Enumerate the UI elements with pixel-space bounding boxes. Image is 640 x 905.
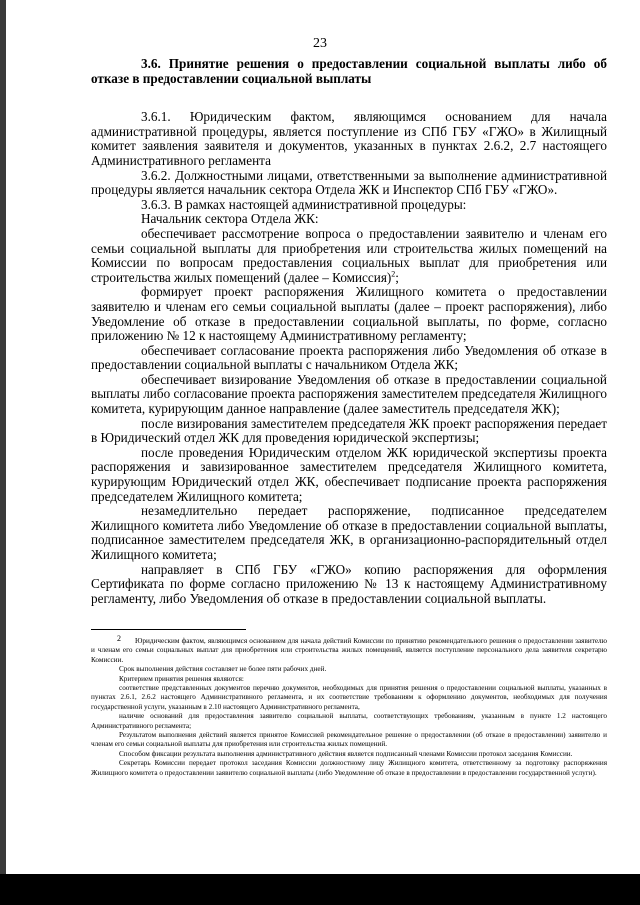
footnote-criterion-2: наличие оснований для предоставления заявителю социальной выплаты, соответствующих требованиям, указанным в пункте 1.2 настоящего Административного регламента; — [91, 712, 607, 730]
paragraph-ensures: обеспечивает рассмотрение вопроса о предоставлении заявителю и членам его семьи социальной выплаты для приобретения или строительства жилых помещений на Комиссии по вопросам предоставления социальных выплат для приобретения или строительства жилых помещений (далее – Комиссия)$^2$; — [91, 225, 607, 285]
paragraph-3-6-3: 3.6.3. В рамках настоящей административной процедуры: — [141, 196, 467, 212]
scan-edge-shadow — [0, 0, 6, 874]
paragraph-head-of-sector: Начальник сектора Отдела ЖК: — [141, 211, 319, 227]
paragraph-3-6-1: 3.6.1. Юридическим фактом, являющимся основанием для начала административной процедуры, является поступление из СПб ГБУ «ГЖО» в Жилищный комитет заявления заявителя и документов, указанных в пунктах 2.6.2, 2.7 настоящего Административного регламента — [91, 109, 607, 168]
footnote-mark: 2 — [117, 634, 121, 643]
paragraph-immediately: незамедлительно передает распоряжение, подписанное председателем Жилищного комитета либо Уведомление об отказе в предоставлении социальной выплаты, подписанное заместителем председателя ЖК, в организационно-распорядительный отдел Жилищного комитета; — [91, 503, 607, 562]
scan-bottom-border — [0, 874, 640, 905]
paragraph-after-expertise: после проведения Юридическим отделом ЖК юридической экспертизы проекта распоряжения и завизированное заместителем председателя Жилищного комитета, курирующим Юридический отдел ЖК, обеспечивает подписание проекта распоряжения председателем Жилищного комитета; — [91, 444, 607, 504]
paragraph-approval: обеспечивает согласование проекта распоряжения либо Уведомления об отказе в предоставлении социальной выплаты с начальником Отдела ЖК; — [91, 342, 607, 373]
paragraph-sends: направляет в СПб ГБУ «ГЖО» копию распоряжения для оформления Сертификата по форме согласно приложению № 13 к настоящему Административному регламенту, либо Уведомления об отказе в предоставлении социальной выплаты. — [91, 561, 607, 606]
footnote-secretary: Секретарь Комиссии передает протокол заседания Комиссии должностному лицу Жилищного комитета, ответственному за подготовку распоряжения Жилищного комитета о предоставлении заявителю социальной выплаты (либо Уведомление об отказе в предоставлении в предоставлении государственной услуги). — [91, 759, 607, 777]
footnote-term: Срок выполнения действия составляет не более пяти рабочих дней. — [119, 665, 327, 674]
page-number: 23 — [313, 36, 327, 51]
paragraph-forms: формирует проект распоряжения Жилищного комитета о предоставлении заявителю и членам его семьи социальной выплаты (далее – проект распоряжения), либо Уведомление об отказе в предоставлении социальной выплаты, по форме, согласно приложению № 12 к настоящему Административному регламенту; — [91, 284, 607, 344]
footnote-criteria: Критерием принятия решения являются: — [119, 674, 244, 683]
ensures-text: обеспечивает рассмотрение вопроса о предоставлении заявителю и членам его семьи социальной выплаты для приобретения или строительства жилых помещений на Комиссии по вопросам предоставления социальных выплат для приобретения или строительства жилых помещений (далее – Комиссия) — [91, 225, 607, 285]
footnote-fixation: Способом фиксации результата выполнения административного действия является подписанный членами Комиссии протокол заседания Комиссии. — [119, 749, 573, 758]
footnote-fact — [91, 634, 607, 665]
paragraph-3-6-2: 3.6.2. Должностными лицами, ответственными за выполнение административной процедуры является начальник сектора Отдела ЖК и Инспектор СПб ГБУ «ГЖО». — [91, 167, 607, 198]
footnote-divider — [91, 629, 246, 630]
footnote-result: Результатом выполнения действий является принятое Комиссией рекомендательное решение о предоставлении (об отказе в предоставлении) заявителю и членам его семьи социальной выплаты для приобретения или строительства жилых помещений. — [91, 731, 607, 749]
footnote-block — [91, 634, 607, 778]
footnote-fact-text: Юридическим фактом, являющимся основанием для начала действий Комиссии по принятию рекомендательного решения о предоставлении заявителю и членам его семьи социальных выплат для приобретения или строительства жилых помещений, является поступление персонального дела заявителя секретарю Комиссии. — [91, 637, 607, 664]
document-body — [91, 57, 607, 606]
footnote-criterion-1: соответствие представленных документов перечню документов, необходимых для принятия решения о предоставлении социальной выплаты, указанных в пунктах 2.6.1, 2.6.2 настоящего Административного регламента, и их соответствие требованиям к оформлению документов, необходимых для получения государственной услуги, указанным в 2.10 настоящего Административного регламента, — [91, 684, 607, 711]
paragraph-after-visa: после визирования заместителем председателя ЖК проект распоряжения передает в Юридический отдел ЖК для проведения юридической экспертизы; — [91, 415, 607, 446]
section-heading: 3.6. Принятие решения о предоставлении социальной выплаты либо об отказе в предоставлении социальной выплаты — [91, 56, 607, 86]
footnote-reference: 2 — [391, 269, 396, 279]
paragraph-visa: обеспечивает визирование Уведомления об отказе в предоставлении социальной выплаты либо согласование проекта распоряжения заместителем председателя Жилищного комитета, курирующим данное направление (далее заместитель председателя ЖК); — [91, 371, 607, 417]
